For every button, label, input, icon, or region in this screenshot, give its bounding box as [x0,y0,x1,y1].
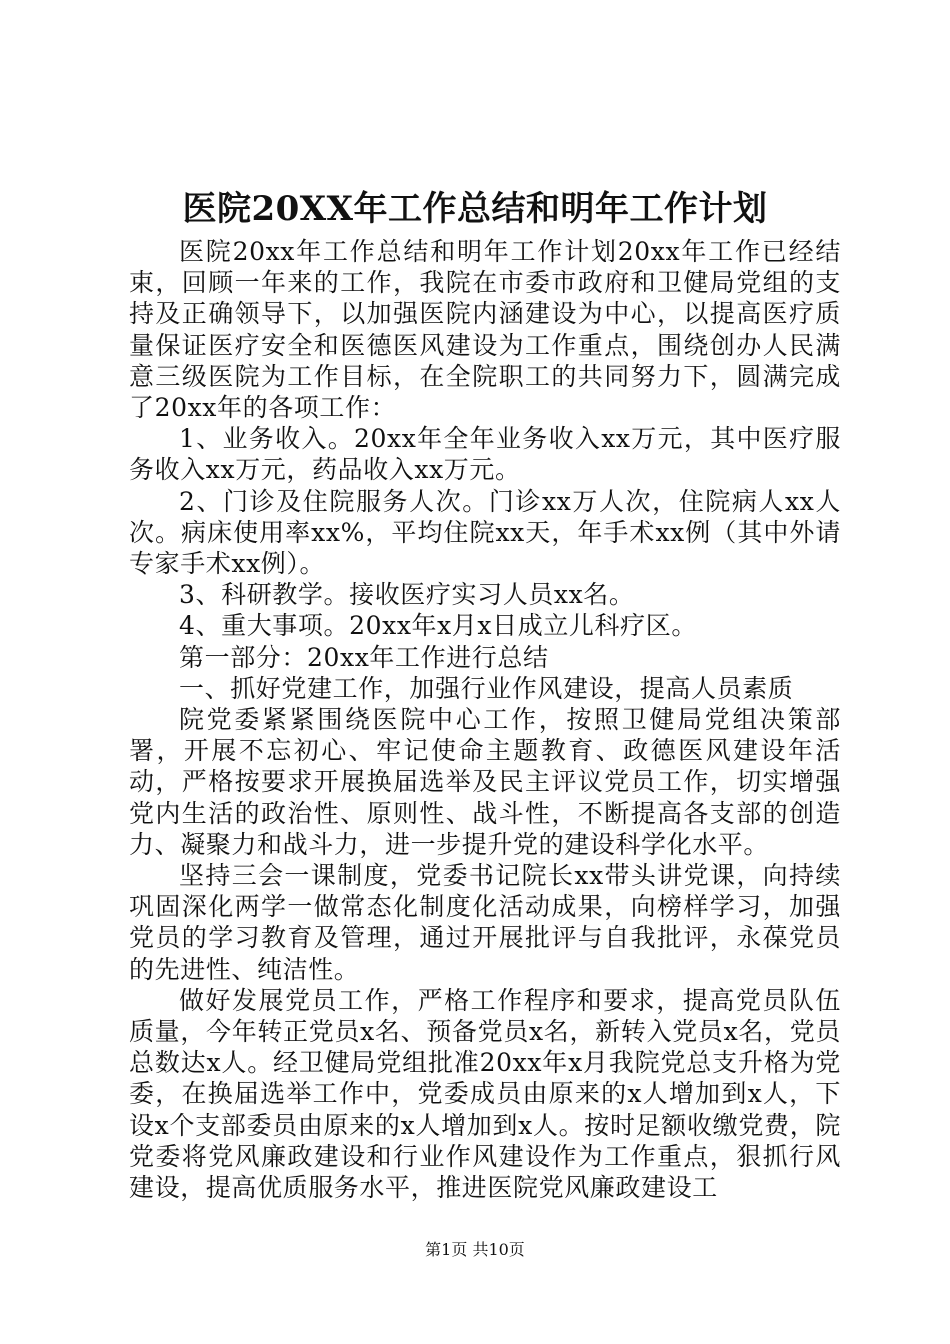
paragraph-research-teaching: 3、科研教学。接收医疗实习人员xx名。 [179,580,635,610]
document-title: 医院20XX年工作总结和明年工作计划 [182,189,768,229]
document-body [129,236,841,1203]
section-heading-part-one: 第一部分：20xx年工作进行总结 [179,642,549,672]
paragraph-patient-visits: 2、门诊及住院服务人次。门诊xx万人次，住院病人xx人次。病床使用率xx%，平均住院xx天，年手术xx例（其中外请专家手术xx例）。 [129,486,841,579]
paragraph-three-meetings: 坚持三会一课制度，党委书记院长xx带头讲党课，向持续巩固深化两学一做常态化制度化活动成果，向榜样学习，加强党员的学习教育及管理，通过开展批评与自我批评，永葆党员的先进性、纯洁性。 [129,861,841,984]
paragraph-major-events: 4、重大事项。20xx年x月x日成立儿科疗区。 [179,611,697,641]
paragraph-party-committee: 院党委紧紧围绕医院中心工作，按照卫健局党组决策部署，开展不忘初心、牢记使命主题教育、政德医风建设年活动，严格按要求开展换届选举及民主评议党员工作，切实增强党内生活的政治性、原则性、战斗性，不断提高各支部的创造力、凝聚力和战斗力，进一步提升党的建设科学化水平。 [129,705,841,859]
page-footer: 第1页 共10页 [425,1240,525,1259]
paragraph-intro: 医院20xx年工作总结和明年工作计划20xx年工作已经结束，回顾一年来的工作，我院在市委市政府和卫健局党组的支持及正确领导下，以加强医院内涵建设为中心，以提高医疗质量保证医疗安全和医德医风建设为工作重点，围绕创办人民满意三级医院为工作目标，在全院职工的共同努力下，圆满完成了20xx年的各项工作： [129,237,841,423]
paragraph-party-members: 做好发展党员工作，严格工作程序和要求，提高党员队伍质量，今年转正党员x名、预备党员x名，新转入党员x名，党员总数达x人。经卫健局党组批准20xx年x月我院党总支升格为党委，在换届选举工作中，党委成员由原来的x人增加到x人，下设x个支部委员由原来的x人增加到x人。按时足额收缴党费，院党委将党风廉政建设和行业作风建设作为工作重点，狠抓行风建设，提高优质服务水平，推进医院党风廉政建设工 [129,985,841,1203]
subsection-heading-party-building: 一、抓好党建工作，加强行业作风建设，提高人员素质 [179,673,794,703]
paragraph-business-income: 1、业务收入。20xx年全年业务收入xx万元，其中医疗服务收入xx万元，药品收入xx万元。 [129,424,841,485]
